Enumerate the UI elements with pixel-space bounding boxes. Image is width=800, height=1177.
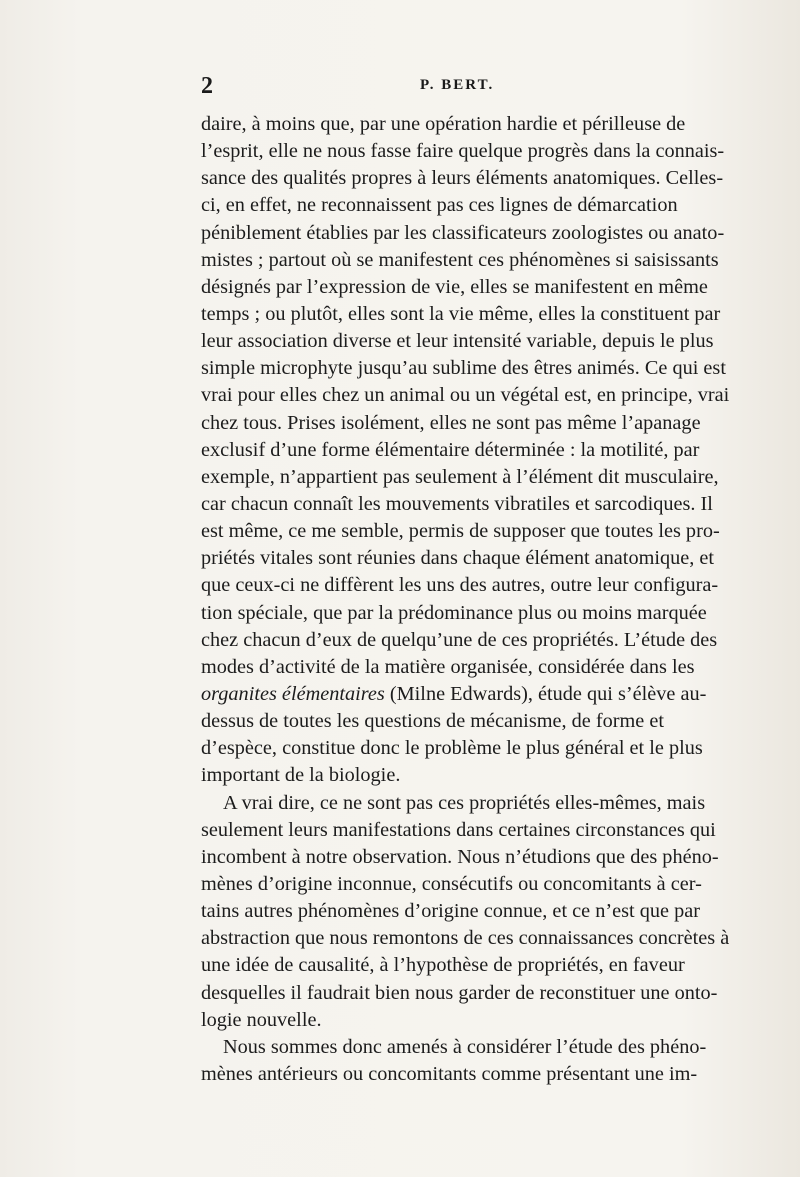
text-line-with-italic [201,681,707,708]
paragraph-1 [201,111,730,790]
page-header [201,73,800,103]
text-line: d’espèce, constitue donc le problème le plus général et le plus [201,737,703,760]
text-line: simple microphyte jusqu’au sublime des êtres animés. Ce qui est [201,357,726,380]
text-line: important de la biologie. [201,764,401,787]
text-line: abstraction que nous remontons de ces connaissances concrètes à [201,927,730,950]
paragraph-2 [201,790,730,1034]
text-line: incombent à notre observation. Nous n’étudions que des phéno- [201,845,719,868]
page-number: 2 [201,73,213,99]
text-line: vrai pour elles chez un animal ou un végétal est, en principe, vrai [201,384,730,407]
text-line: temps ; ou plutôt, elles sont la vie même, elles la constituent par [201,302,721,325]
text-line: l’esprit, elle ne nous fasse faire quelque progrès dans la connais- [201,140,725,163]
text-line: desquelles il faudrait bien nous garder de reconstituer une onto- [201,981,718,1004]
paragraph-3 [201,1034,707,1088]
line-rest: (Milne Edwards), étude qui s’élève au- [384,682,707,705]
text-line: exemple, n’appartient pas seulement à l’élément dit musculaire, [201,465,719,488]
text-line: daire, à moins que, par une opération hardie et périlleuse de [201,113,686,135]
text-line: leur association diverse et leur intensité variable, depuis le plus [201,330,714,353]
text-line: une idée de causalité, à l’hypothèse de propriétés, en faveur [201,954,685,977]
text-line: mènes d’origine inconnue, consécutifs ou concomitants à cer- [201,872,702,895]
text-line: que ceux-ci ne diffèrent les uns des autres, outre leur configura- [201,574,719,597]
text-line: Nous sommes donc amenés à considérer l’étude des phéno- [223,1035,707,1058]
text-line: tains autres phénomènes d’origine connue, et ce n’est que par [201,900,700,923]
text-line: mènes antérieurs ou concomitants comme présentant une im- [201,1062,698,1085]
text-line: ci, en effet, ne reconnaissent pas ces lignes de démarcation [201,194,678,217]
text-line: désignés par l’expression de vie, elles se manifestent en même [201,275,708,298]
text-line: chez chacun d’eux de quelqu’une de ces propriétés. L’étude des [201,628,718,651]
body-text [201,111,730,1088]
text-line: est même, ce me semble, permis de supposer que toutes les pro- [201,520,720,543]
text-line: tion spéciale, que par la prédominance plus ou moins marquée [201,601,707,624]
text-line: chez tous. Prises isolément, elles ne sont pas même l’apanage [201,411,701,434]
italic-term: organites élémentaires [201,682,385,705]
text-line: modes d’activité de la matière organisée, considérée dans les [201,655,695,678]
text-line: dessus de toutes les questions de mécanisme, de forme et [201,710,664,733]
text-line: seulement leurs manifestations dans certaines circonstances qui [201,818,716,841]
text-line: A vrai dire, ce ne sont pas ces propriétés elles-mêmes, mais [223,791,706,814]
text-line: péniblement établies par les classificateurs zoologistes ou anato- [201,221,725,244]
text-line: logie nouvelle. [201,1008,322,1031]
text-line: exclusif d’une forme élémentaire déterminée : la motilité, par [201,438,700,461]
running-head: P. BERT. [420,77,495,93]
text-line: car chacun connaît les mouvements vibratiles et sarcodiques. Il [201,492,713,515]
text-line: sance des qualités propres à leurs éléments anatomiques. Celles- [201,167,724,190]
text-line: mistes ; partout où se manifestent ces phénomènes si saisissants [201,248,719,271]
text-line: priétés vitales sont réunies dans chaque élément anatomique, et [201,547,715,570]
